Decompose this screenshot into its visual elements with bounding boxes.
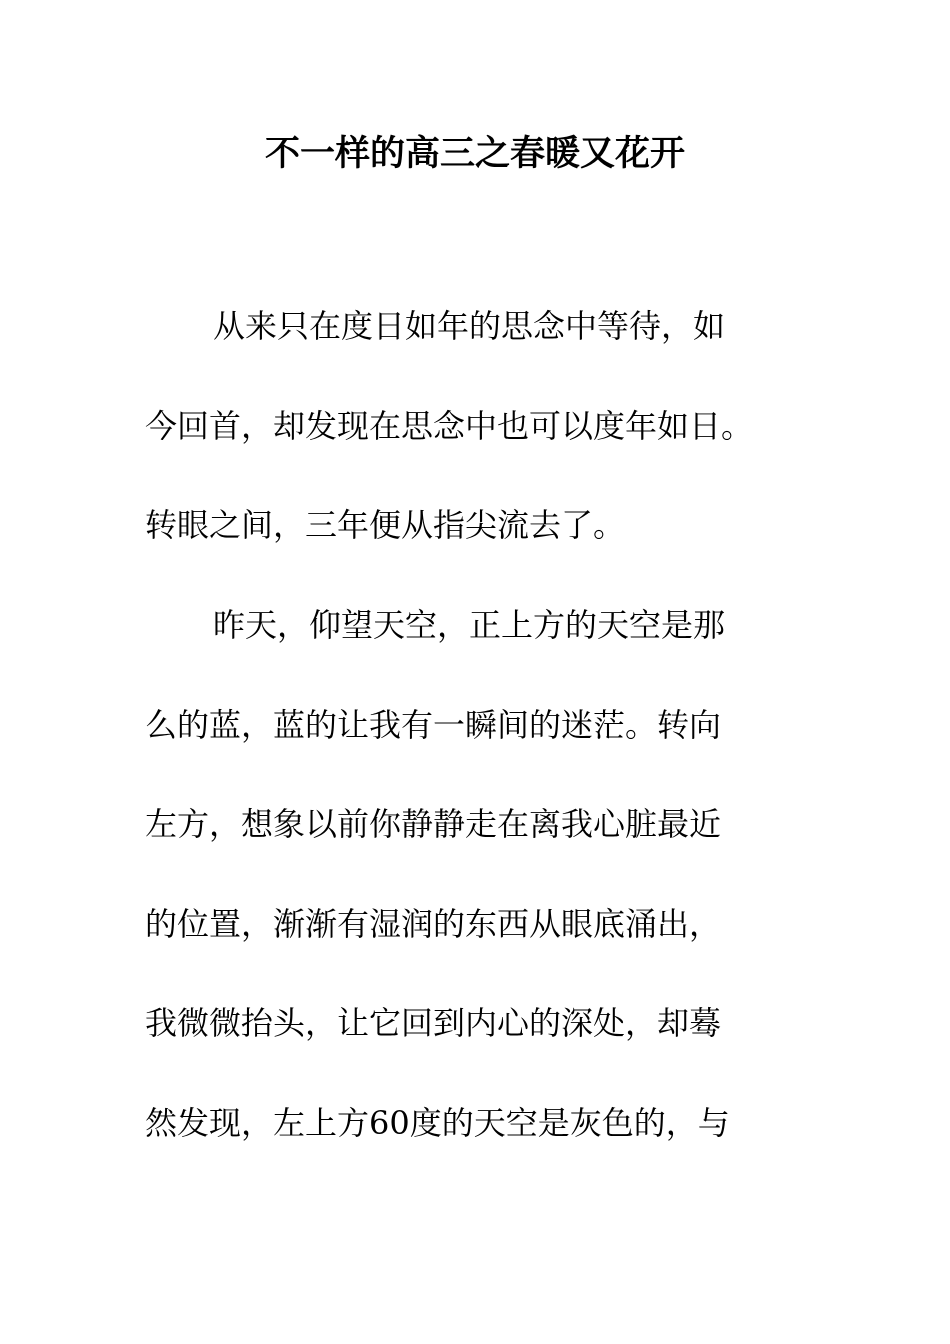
paragraph-line: 昨天，仰望天空，正上方的天空是那 <box>213 606 726 644</box>
paragraph-line: 今回首，却发现在思念中也可以度年如日。 <box>145 407 754 445</box>
paragraph-line: 我微微抬头，让它回到内心的深处，却蓦 <box>145 1004 722 1042</box>
paragraph-line: 么的蓝，蓝的让我有一瞬间的迷茫。转向 <box>145 706 722 744</box>
paragraph-line: 左方，想象以前你静静走在离我心脏最近 <box>145 805 722 843</box>
paragraph-line: 从来只在度日如年的思念中等待，如 <box>213 307 726 345</box>
paragraph-line: 的位置，渐渐有湿润的东西从眼底涌出， <box>145 905 722 943</box>
paragraph-line: 然发现，左上方60度的天空是灰色的，与 <box>145 1104 730 1142</box>
paragraph-line: 转眼之间，三年便从指尖流去了。 <box>145 506 626 544</box>
document-title: 不一样的高三之春暖又花开 <box>264 133 685 174</box>
